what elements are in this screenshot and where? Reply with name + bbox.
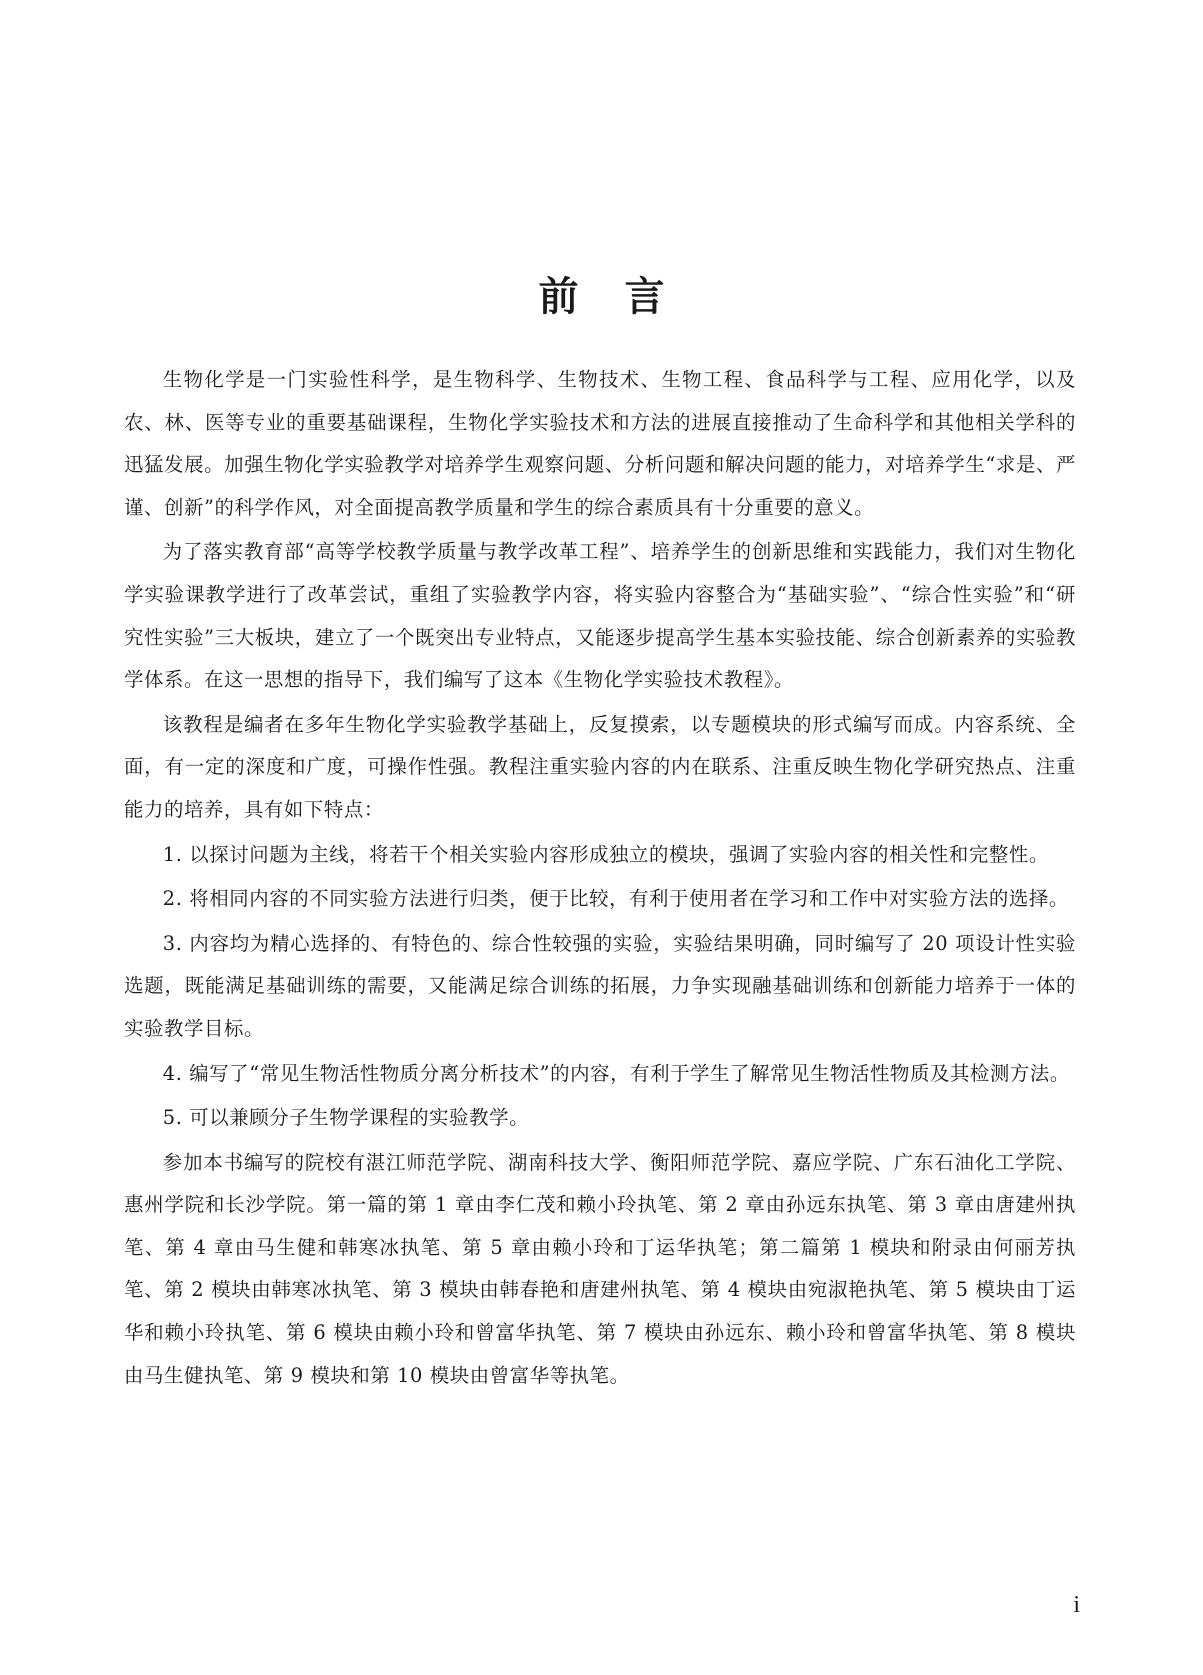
page-title: 前言 xyxy=(538,273,711,320)
preface-body xyxy=(124,359,1076,1399)
paragraph-contributors: 参加本书编写的院校有湛江师范学院、湖南科技大学、衡阳师范学院、嘉应学院、广东石油化工学院、惠州学院和长沙学院。第一篇的第 1 章由李仁茂和赖小玲执笔、第 2 章由孙远东执笔、第 3 章由唐建州执笔、第 4 章由马生健和韩寒冰执笔、第 5 章由赖小玲和丁运华执笔；第二篇第 1 模块和附录由何丽芳执笔、第 2 模块由韩寒冰执笔、第 3 模块由韩春艳和唐建州执笔、第 4 模块由宛淑艳执笔、第 5 模块由丁运华和赖小玲执笔、第 6 模块由赖小玲和曾富华执笔、第 7 模块由孙远东、赖小玲和曾富华执笔、第 8 模块由马生健执笔、第 9 模块和第 10 模块由曾富华等执笔。 xyxy=(124,1150,1076,1387)
paragraph-intro: 生物化学是一门实验性科学，是生物科学、生物技术、生物工程、食品科学与工程、应用化学，以及农、林、医等专业的重要基础课程，生物化学实验技术和方法的进展直接推动了生命科学和其他相关学科的迅猛发展。加强生物化学实验教学对培养学生观察问题、分析问题和解决问题的能力，对培养学生“求是、严谨、创新”的科学作风，对全面提高教学质量和学生的综合素质具有十分重要的意义。 xyxy=(124,368,1076,519)
feature-item-1: 1. 以探讨问题为主线，将若干个相关实验内容形成独立的模块，强调了实验内容的相关性和完整性。 xyxy=(162,842,1049,866)
feature-item-4: 4. 编写了“常见生物活性物质分离分析技术”的内容，有利于学生了解常见生物活性物质及其检测方法。 xyxy=(162,1061,1070,1085)
paragraph-motivation: 为了落实教育部“高等学校教学质量与教学改革工程”、培养学生的创新思维和实践能力，我们对生物化学实验课教学进行了改革尝试，重组了实验教学内容，将实验内容整合为“基础实验”、“综合性实验”和“研究性实验”三大板块，建立了一个既突出专业特点，又能逐步提高学生基本实验技能、综合创新素养的实验教学体系。在这一思想的指导下，我们编写了这本《生物化学实验技术教程》。 xyxy=(124,540,1076,692)
page-number: i xyxy=(1073,1592,1080,1618)
paragraph-overview: 该教程是编者在多年生物化学实验教学基础上，反复摸索，以专题模块的形式编写而成。内容系统、全面，有一定的深度和广度，可操作性强。教程注重实验内容的内在联系、注重反映生物化学研究热点、注重能力的培养，具有如下特点： xyxy=(124,712,1076,821)
feature-item-5: 5. 可以兼顾分子生物学课程的实验教学。 xyxy=(162,1106,530,1130)
feature-item-3: 3. 内容均为精心选择的、有特色的、综合性较强的实验，实验结果明确，同时编写了 20 项设计性实验选题，既能满足基础训练的需要，又能满足综合训练的拓展，力争实现融基础训练和创新能力培养于一体的实验教学目标。 xyxy=(124,931,1076,1040)
feature-item-2: 2. 将相同内容的不同实验方法进行归类，便于比较，有利于使用者在学习和工作中对实验方法的选择。 xyxy=(162,887,1069,911)
